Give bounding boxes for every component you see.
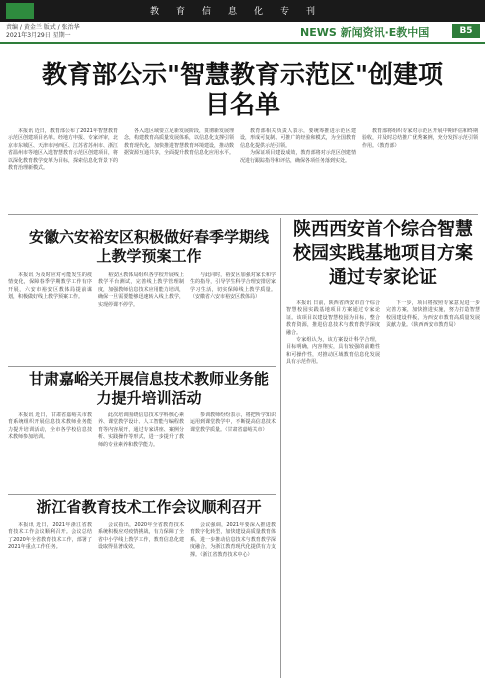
section-title: NEWS 新闻资讯·E教中国 — [300, 26, 430, 39]
lead-paragraph: 教育部相关负责人表示，要统筹推进示范区建设，形成可复制、可推广的经验和模式，为全国教育信息化提供示范引领。 — [240, 128, 356, 149]
page-number-badge: B5 — [452, 24, 480, 38]
lead-paragraph: 教育部将组织专家对示范区开展中期评估和终期验收，并及时总结推广优秀案例，充分发挥示范引领作用。（教育部） — [362, 128, 478, 149]
lead-paragraph: 各入选区域要立足新发展阶段，贯彻新发展理念，构建教育高质量发展体系，以信息化支撑引领教育现代化，加快推进智慧教育环境建设，推动数据资源互通共享，全面提升教育信息化应用水平。 — [124, 128, 234, 157]
story5-paragraph: 专家组认为，该方案设计科学合理，目标明确，内容翔实，具有较强的前瞻性和可操作性，对推动区域教育信息化发展具有示范作用。 — [286, 337, 380, 366]
date-line: 2021年3月29日 星期一 — [6, 32, 71, 39]
story2-paragraph: 与此同时，裕安区加强对家长和学生的指导，引导学生科学合理安排居家学习生活，切实保障线上教学质量。（安徽省六安市裕安区教体局） — [190, 272, 276, 301]
story4-headline: 浙江省教育技术工作会议顺利召开 — [36, 498, 262, 516]
lead-bottom-rule — [8, 214, 478, 215]
story3-paragraph: 参训教师纷纷表示，将把所学知识运用到课堂教学中，不断提高信息技术课堂教学质量。（甘肃省嘉峪关市） — [190, 412, 276, 433]
story3-paragraph: 此次培训围绕信息技术学科核心素养、课堂教学设计、人工智能与编程教育等内容展开，通过专家讲座、案例分析、实践操作等形式，进一步提升了教师的专业素养和教学能力。 — [98, 412, 184, 448]
story5-paragraph: 下一步，项目将按照专家意见进一步完善方案，加快推进实施，努力打造智慧校园建设样板，为西安市教育高质量发展贡献力量。（陕西西安市教育局） — [386, 300, 480, 329]
story5-paragraph: 本报讯 日前，陕西省西安市首个综合智慧校园实践基地项目方案通过专家论证。该项目以建设智慧校园为目标，整合教育资源，推进信息技术与教育教学深度融合。 — [286, 300, 380, 336]
lead-body-col-3 — [240, 128, 356, 210]
story5-headline: 陕西西安首个综合智慧校园实践基地项目方案通过专家论证 — [293, 219, 473, 288]
story4-paragraph: 本报讯 近日，2021年浙江省教育技术工作会议顺利召开。会议总结了2020年全省教育技术工作，部署了2021年重点工作任务。 — [8, 522, 92, 551]
story4-body-col-2 — [98, 522, 184, 678]
story3-bottom-rule — [8, 494, 276, 495]
story2-body-col-2 — [98, 272, 184, 362]
issue-info — [6, 24, 126, 40]
story4-paragraph: 会议指出，2020年全省教育技术系统积极应对疫情挑战，有力保障了全省中小学线上教学工作，教育信息化建设取得显著成效。 — [98, 522, 184, 551]
story2-bottom-rule — [8, 366, 276, 367]
story2-body-col-3 — [190, 272, 276, 362]
story4-paragraph: 会议强调，2021年要深入推进教育数字化转型，加快建设高质量教育体系，进一步推动信息技术与教育教学深度融合，为浙江教育现代化提供有力支撑。（浙江省教育技术中心） — [190, 522, 276, 558]
editor-line: 责编 / 黄金兰 版式 / 张治华 — [6, 24, 80, 31]
lead-headline: 教育部公示"智慧教育示范区"创建项目名单 — [41, 60, 444, 119]
masthead-rule — [0, 42, 485, 44]
masthead-motto: 教育信息化专刊 — [150, 7, 333, 17]
column-divider — [280, 218, 281, 678]
story3-body-col-2 — [98, 412, 184, 492]
lead-paragraph: 本报讯 近日，教育部公布了2021年智慧教育示范区创建项目名单。经地方申报、专家评审，北京市东城区、天津市河西区、江苏省苏州市、浙江省温州市等地区入选智慧教育示范区创建项目，将以深化教育教学变革为目标，探索信息化背景下的教育治理新模式。 — [8, 128, 118, 172]
lead-body-col-2 — [124, 128, 234, 210]
story5-body-col-2 — [386, 300, 480, 678]
story5-body-col-1 — [286, 300, 380, 678]
story2-paragraph: 裕安区教体局组织各学校开展线上教学平台测试，完善线上教学管理制度，加强教师信息技术应用能力培训，确保一旦需要能够迅速转入线上教学，实现停课不停学。 — [98, 272, 184, 308]
lead-body-col-4 — [362, 128, 478, 210]
story4-body-col-3 — [190, 522, 276, 678]
lead-body-col-1 — [8, 128, 118, 210]
story3-body-col-3 — [190, 412, 276, 492]
story2-headline: 安徽六安裕安区积极做好春季学期线上教学预案工作 — [28, 228, 269, 265]
masthead — [0, 0, 485, 46]
story2-body-col-1 — [8, 272, 92, 362]
story3-headline: 甘肃嘉峪关开展信息技术教师业务能力提升培训活动 — [28, 370, 269, 407]
story3-paragraph: 本报讯 近日，甘肃省嘉峪关市教育系统组织开展信息技术教师业务能力提升培训活动，全市各学校信息技术教师参加培训。 — [8, 412, 92, 441]
story4-body-col-1 — [8, 522, 92, 678]
masthead-accent — [6, 3, 34, 19]
lead-paragraph: 为保证项目建设成效，教育部将对示范区创建情况进行跟踪指导和评估，确保各项任务落到实处。 — [240, 150, 356, 164]
story3-body-col-1 — [8, 412, 92, 492]
story2-paragraph: 本报讯 为及时应对可能发生的疫情变化，保障春季学期教学工作有序开展，六安市裕安区教体局提前谋划，积极做好线上教学预案工作。 — [8, 272, 92, 301]
